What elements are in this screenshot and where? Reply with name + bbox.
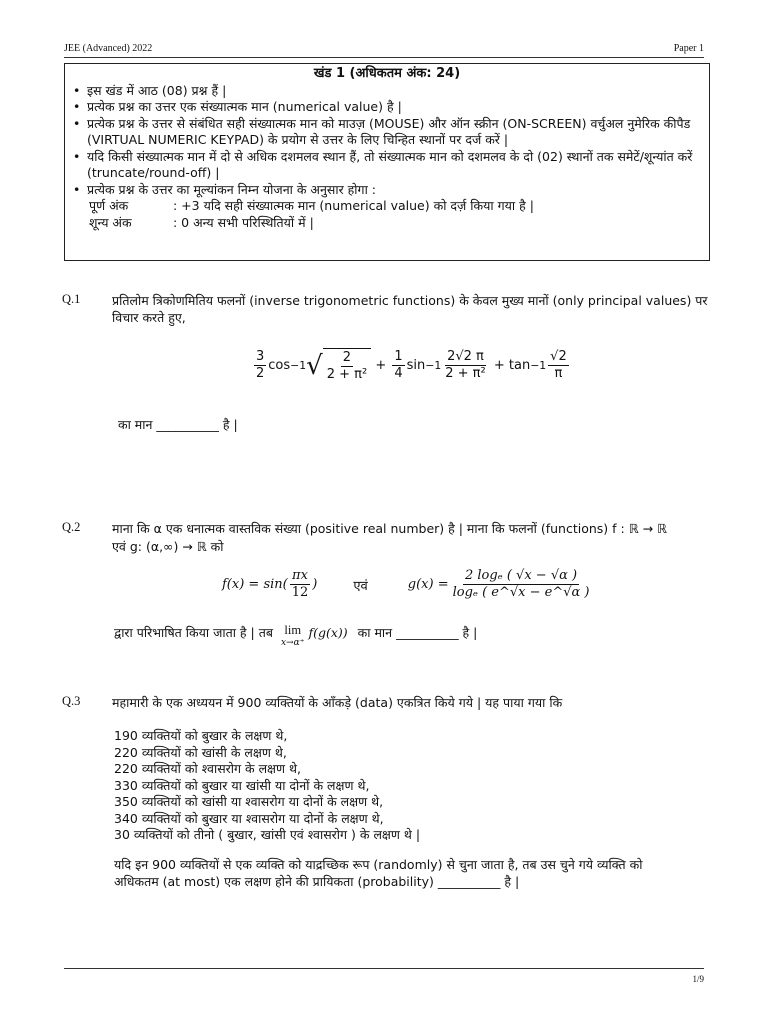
lim-expr: f(g(x)) — [308, 625, 348, 640]
q2-definitions — [222, 568, 593, 601]
g-definition: g(x) = — [407, 577, 449, 592]
full-marks-row — [87, 198, 709, 215]
q1-expression — [252, 348, 571, 383]
page-header — [64, 43, 704, 57]
list-item: 220 व्यक्तियों को खांसी के लक्षण थे, — [114, 744, 287, 760]
question-text: द्वारा परिभाषित किया जाता है | तब — [114, 625, 273, 640]
fn-power: −1 — [290, 359, 307, 372]
frac-den: 12 — [291, 585, 309, 600]
question-number: Q.1 — [62, 292, 81, 306]
frac-den: 2 — [256, 366, 265, 381]
frac-den: 4 — [394, 366, 403, 381]
question-text: यदि इन 900 व्यक्तियों से एक व्यक्ति को याद्रच्छिक रूप (randomly) से चुना जाता है, तब उस चुने गये व्यक्ति को — [114, 857, 643, 872]
marks-value: : +3 यदि सही संख्यात्मक मान (numerical value) को दर्ज़ किया गया है | — [173, 198, 534, 213]
fn-power: −1 — [530, 359, 547, 372]
fn-power: −1 — [425, 359, 442, 372]
exam-name: JEE (Advanced) 2022 — [64, 43, 153, 54]
question-number: Q.2 — [62, 520, 81, 534]
frac-num: 3 — [256, 349, 265, 364]
section-title: खंड 1 (अधिकतम अंक: 24) — [313, 66, 461, 81]
zero-marks-row — [87, 215, 709, 232]
question-text: एवं g: (α,∞) → ℝ को — [112, 539, 224, 554]
list-item: 350 व्यक्तियों को खांसी या श्वासरोग या दोनों के लक्षण थे, — [114, 794, 384, 809]
instruction-item: • प्रत्येक प्रश्न के उत्तर से संबंधित सही संख्यात्मक मान को माउज़ (MOUSE) और ऑन स्क्रीन (ON-SCREEN) वर्चुअल नुमेरिक कीपैड (VIRTUAL NUMERIC KEYPAD) के प्रयोग से उत्तर के लिए चिन्हित स्थानों पर दर्ज करें | — [87, 116, 703, 149]
paper-label: Paper 1 — [673, 43, 704, 54]
fn-name: cos — [268, 358, 291, 373]
list-item: 330 व्यक्तियों को बुखार या खांसी या दोनों के लक्षण थे, — [114, 777, 370, 793]
question-number: Q.3 — [62, 694, 81, 708]
frac-den: 2 + π² — [326, 367, 368, 382]
frac-num: √2 — [550, 349, 567, 364]
question-text: माना कि α एक धनात्मक वास्तविक संख्या (positive real number) है | माना कि फलनों (functions) f : ℝ → ℝ — [112, 521, 667, 536]
question-text: अधिकतम (at most) एक लक्षण होने की प्रायिकता (probability) __________ है | — [114, 874, 520, 889]
plus-sign: + — [375, 358, 387, 373]
plus-sign: + — [493, 358, 505, 373]
answer-line: का मान __________ है | — [118, 417, 238, 432]
list-item: 340 व्यक्तियों को बुखार या श्वासरोग या दोनों के लक्षण थे, — [114, 810, 384, 826]
frac-den: logₑ ( e^√x − e^√α ) — [452, 585, 590, 600]
lim-sub: x→α⁺ — [281, 638, 305, 648]
header-rule — [64, 57, 704, 58]
footer-rule — [64, 968, 704, 969]
instructions-box — [64, 63, 710, 261]
symptom-list — [114, 728, 714, 844]
f-close: ) — [312, 577, 318, 592]
marking-scheme — [87, 198, 709, 231]
instruction-item: • यदि किसी संख्यात्मक मान में दो से अधिक दशमलव स्थान हैं, तो संख्यात्मक मान को दशमलव के दो (02) स्थानों तक समेटें/शून्यांत करें (truncate/round-off) | — [87, 149, 703, 182]
lim-label: lim — [284, 623, 302, 637]
frac-num: 2√2 π — [447, 349, 484, 364]
marks-label: पूर्ण अंक — [89, 198, 129, 213]
frac-num: 1 — [394, 349, 403, 364]
frac-num: 2 logₑ ( √x − √α ) — [464, 568, 578, 583]
list-item: 30 व्यक्तियों को तीनो ( बुखार, खांसी एवं श्वासरोग ) के लक्षण थे | — [114, 827, 421, 842]
list-item: 190 व्यक्तियों को बुखार के लक्षण थे, — [114, 728, 288, 743]
list-item: 220 व्यक्तियों को श्वासरोग के लक्षण थे, — [114, 761, 301, 776]
frac-den: 2 + π² — [445, 366, 486, 381]
instruction-item: • इस खंड में आठ (08) प्रश्न हैं | — [87, 83, 703, 100]
question-text: महामारी के एक अध्ययन में 900 व्यक्तियों के आँकड़े (data) एकत्रित किये गये | यह पाया गया कि — [112, 695, 563, 710]
frac-num: πx — [292, 568, 308, 583]
fn-name: sin — [406, 358, 426, 373]
sqrt-expression: √ $\frac{2}{\text{2 + π²}}$ — [306, 348, 371, 383]
instruction-item: • प्रत्येक प्रश्न के उत्तर का मूल्यांकन निम्न योजना के अनुसार होगा : — [87, 182, 703, 199]
marks-value: : 0 अन्य सभी परिस्थितियों में | — [173, 214, 314, 230]
frac-num: 2 — [342, 350, 352, 365]
q2-ask-line — [114, 624, 714, 650]
marks-label: शून्य अंक — [89, 214, 132, 230]
and-word: एवं — [353, 578, 368, 594]
f-definition: f(x) = sin( — [222, 577, 288, 592]
question-text: प्रतिलोम त्रिकोणमितिय फलनों (inverse trigonometric functions) के केवल मुख्य मानों (only principal values) पर विचार करते हुए, — [112, 293, 708, 325]
fn-name: tan — [508, 358, 531, 373]
instruction-list — [65, 83, 709, 199]
question-text: का मान __________ है | — [357, 625, 478, 640]
page-number: 1/9 — [692, 974, 704, 984]
instruction-item: • प्रत्येक प्रश्न का उत्तर एक संख्यात्मक मान (numerical value) है | — [87, 99, 703, 116]
limit — [281, 624, 304, 650]
frac-den: π — [554, 366, 563, 381]
